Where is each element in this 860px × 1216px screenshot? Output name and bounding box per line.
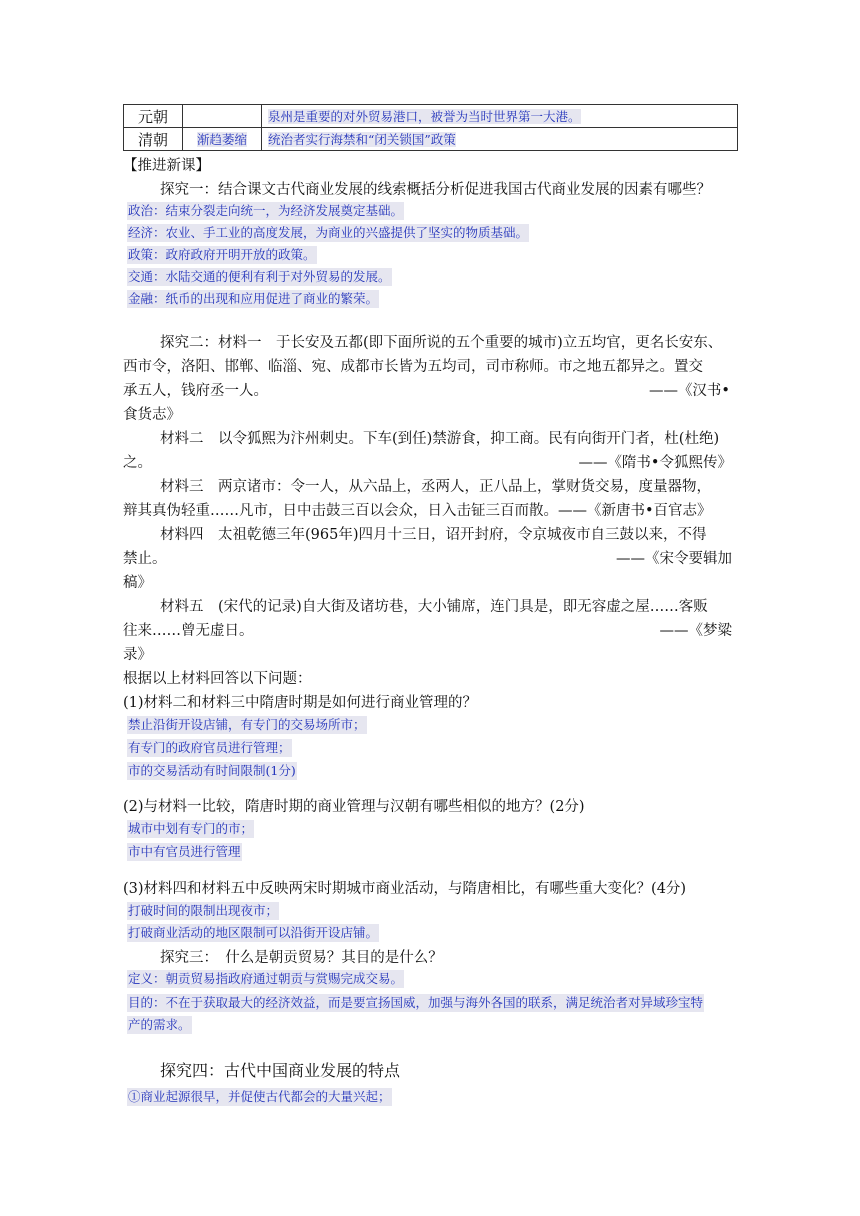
material3-line: 辩其真伪轻重……凡市，日中击鼓三百以会众，日入击钲三百而散。——《新唐书•百官志》: [123, 503, 712, 519]
answer-line: 经济：农业、手工业的高度发展，为商业的兴盛提供了坚实的物质基础。: [128, 225, 529, 240]
material4-source: ——《宋令要辑加: [616, 551, 732, 567]
answer-line: 产的需求。: [128, 1017, 191, 1032]
question-3: (3)材料四和材料五中反映两宋时期城市商业活动，与隋唐相比，有哪些重大变化？(4分): [123, 881, 687, 897]
trend-cell: [183, 128, 262, 151]
answer-line: 市的交易活动有时间限制(1分): [128, 763, 296, 778]
explore1-question: 探究一：结合课文古代商业发展的线索概括分析促进我国古代商业发展的因素有哪些？: [160, 182, 711, 198]
table-row: [124, 128, 738, 151]
material2-source: ——《隋书•令狐熙传》: [578, 455, 732, 471]
answer-line: 城市中划有专门的市；: [128, 821, 254, 836]
material3-line: 材料三 两京诸市：令一人，从六品上，丞两人，正八品上，掌财货交易，度量器物，: [160, 479, 711, 495]
era-cell: 元朝: [124, 105, 183, 128]
material5-source: ——《梦粱: [659, 623, 732, 639]
desc-cell: [262, 105, 738, 128]
material5-line: 往来……曾无虚日。: [123, 623, 254, 639]
answer-line: 有专门的政府官员进行管理；: [128, 740, 291, 755]
answer-highlight: 渐趋萎缩: [196, 132, 247, 147]
material4-source: 稿》: [123, 575, 152, 591]
answer-line: 打破时间的限制出现夜市；: [128, 903, 279, 918]
answer-line: 交通：水陆交通的便利有利于对外贸易的发展。: [128, 269, 391, 284]
material1-line: 西市令，洛阳、邯郸、临淄、宛、成都市长皆为五均司，司市称师。市之地五都异之。置交: [123, 359, 703, 375]
question-1: (1)材料二和材料三中隋唐时期是如何进行商业管理的？: [123, 695, 478, 711]
answer-line: ①商业起源很早，并促使古代都会的大量兴起；: [128, 1089, 391, 1104]
answer-line: 目的：不在于获取最大的经济效益，而是要宣扬国威，加强与海外各国的联系，满足统治者对异域珍宝特: [128, 995, 704, 1010]
material1-line: 探究二：材料一 于长安及五都(即下面所说的五个重要的城市)立五均官，更名长安东、: [160, 335, 723, 351]
explore4-question: 探究四：古代中国商业发展的特点: [160, 1061, 401, 1080]
material4-line: 禁止。: [123, 551, 167, 567]
questions-prompt: 根据以上材料回答以下问题：: [123, 671, 312, 687]
material1-line: 承五人，钱府丞一人。: [123, 383, 268, 399]
answer-line: 政策：政府政府开明开放的政策。: [128, 247, 316, 262]
trend-cell: [183, 105, 262, 128]
answer-line: 金融：纸币的出现和应用促进了商业的繁荣。: [128, 291, 379, 306]
question-2: (2)与材料一比较，隋唐时期的商业管理与汉朝有哪些相似的地方？(2分): [123, 799, 585, 815]
answer-line: 打破商业活动的地区限制可以沿街开设店铺。: [128, 925, 379, 940]
answer-highlight: 统治者实行海禁和“闭关锁国”政策: [268, 132, 456, 147]
section-heading: 【推进新课】: [123, 158, 210, 174]
material5-line: 材料五 (宋代的记录)自大街及诸坊巷，大小铺席，连门具是，即无容虚之屋……客贩: [160, 599, 708, 615]
answer-line: 市中有官员进行管理: [128, 844, 241, 859]
table-row: [124, 105, 738, 128]
material2-line: 材料二 以令狐熙为汴州刺史。下车(到任)禁游食，抑工商。民有向街开门者，杜(杜绝): [160, 431, 720, 447]
material1-source: 食货志》: [123, 407, 181, 423]
era-cell: 清朝: [124, 128, 183, 151]
material1-source: ——《汉书•: [648, 383, 730, 399]
material2-line: 之。: [123, 455, 152, 471]
answer-highlight: 泉州是重要的对外贸易港口，被誉为当时世界第一大港。: [268, 109, 581, 124]
explore3-question: 探究三： 什么是朝贡贸易？其目的是什么？: [160, 950, 443, 966]
answer-line: 禁止沿街开设店铺，有专门的交易场所市；: [128, 717, 366, 732]
answer-line: 定义：朝贡贸易指政府通过朝贡与赏赐完成交易。: [128, 971, 404, 986]
history-table: [123, 104, 738, 151]
material4-line: 材料四 太祖乾德三年(965年)四月十三日，诏开封府，令京城夜市自三鼓以来，不得: [160, 527, 707, 543]
material5-source: 录》: [123, 647, 152, 663]
answer-line: 政治：结束分裂走向统一，为经济发展奠定基础。: [128, 203, 404, 218]
desc-cell: [262, 128, 738, 151]
